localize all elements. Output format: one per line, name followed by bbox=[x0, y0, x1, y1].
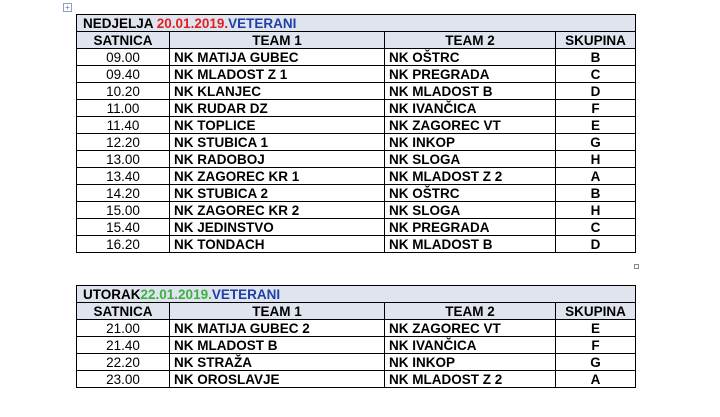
col-header-team1: TEAM 1 bbox=[170, 303, 385, 320]
table-title bbox=[77, 286, 636, 303]
team1-cell: NK OROSLAVJE bbox=[170, 371, 385, 388]
group-cell: D bbox=[556, 236, 636, 253]
team1-cell: NK RUDAR DZ bbox=[170, 100, 385, 117]
team2-cell: NK IVANČICA bbox=[385, 337, 556, 354]
team1-cell: NK RADOBOJ bbox=[170, 151, 385, 168]
time-cell: 11.40 bbox=[77, 117, 170, 134]
day-label: UTORAK bbox=[83, 286, 141, 302]
team1-cell: NK MLADOST B bbox=[170, 337, 385, 354]
group-cell: H bbox=[556, 151, 636, 168]
group-cell: F bbox=[556, 100, 636, 117]
team1-cell: NK JEDINSTVO bbox=[170, 219, 385, 236]
col-header-satnica: SATNICA bbox=[77, 303, 170, 320]
time-cell: 13.40 bbox=[77, 168, 170, 185]
team2-cell: NK SLOGA bbox=[385, 202, 556, 219]
time-cell: 09.40 bbox=[77, 66, 170, 83]
table-row bbox=[77, 100, 636, 117]
table-row bbox=[77, 371, 636, 388]
team1-cell: NK KLANJEC bbox=[170, 83, 385, 100]
team2-cell: NK IVANČICA bbox=[385, 100, 556, 117]
day-label: NEDJELJA bbox=[83, 15, 157, 31]
table-row bbox=[77, 66, 636, 83]
schedule-table-sunday bbox=[76, 14, 636, 253]
time-cell: 10.20 bbox=[77, 83, 170, 100]
time-cell: 15.40 bbox=[77, 219, 170, 236]
team2-cell: NK OŠTRC bbox=[385, 185, 556, 202]
team1-cell: NK MATIJA GUBEC 2 bbox=[170, 320, 385, 337]
group-cell: B bbox=[556, 49, 636, 66]
table-row bbox=[77, 134, 636, 151]
team1-cell: NK TOPLICE bbox=[170, 117, 385, 134]
time-cell: 15.00 bbox=[77, 202, 170, 219]
date-label: 20.01.2019. bbox=[156, 15, 229, 31]
group-cell: A bbox=[556, 371, 636, 388]
time-cell: 22.20 bbox=[77, 354, 170, 371]
team2-cell: NK ZAGOREC VT bbox=[385, 117, 556, 134]
team2-cell: NK SLOGA bbox=[385, 151, 556, 168]
team2-cell: NK PREGRADA bbox=[385, 66, 556, 83]
team1-cell: NK ZAGOREC KR 1 bbox=[170, 168, 385, 185]
time-cell: 13.00 bbox=[77, 151, 170, 168]
table-row bbox=[77, 337, 636, 354]
team2-cell: NK ZAGOREC VT bbox=[385, 320, 556, 337]
team1-cell: NK MLADOST Z 1 bbox=[170, 66, 385, 83]
team1-cell: NK STUBICA 2 bbox=[170, 185, 385, 202]
table-row bbox=[77, 168, 636, 185]
time-cell: 23.00 bbox=[77, 371, 170, 388]
table-row bbox=[77, 49, 636, 66]
time-cell: 16.20 bbox=[77, 236, 170, 253]
team1-cell: NK ZAGOREC KR 2 bbox=[170, 202, 385, 219]
group-cell: A bbox=[556, 168, 636, 185]
team2-cell: NK MLADOST Z 2 bbox=[385, 371, 556, 388]
schedule-table-tuesday bbox=[76, 285, 636, 388]
team2-cell: NK INKOP bbox=[385, 354, 556, 371]
team1-cell: NK MATIJA GUBEC bbox=[170, 49, 385, 66]
group-cell: D bbox=[556, 83, 636, 100]
col-header-team2: TEAM 2 bbox=[385, 32, 556, 49]
col-header-skupina: SKUPINA bbox=[556, 32, 636, 49]
team2-cell: NK MLADOST Z 2 bbox=[385, 168, 556, 185]
group-cell: B bbox=[556, 185, 636, 202]
category-label: VETERANI bbox=[211, 286, 281, 302]
col-header-skupina: SKUPINA bbox=[556, 303, 636, 320]
table-move-handle-icon[interactable]: + bbox=[63, 3, 72, 12]
table-row bbox=[77, 354, 636, 371]
group-cell: F bbox=[556, 337, 636, 354]
group-cell: G bbox=[556, 354, 636, 371]
table-row bbox=[77, 185, 636, 202]
team2-cell: NK MLADOST B bbox=[385, 236, 556, 253]
header-row bbox=[77, 32, 636, 49]
team1-cell: NK TONDACH bbox=[170, 236, 385, 253]
group-cell: C bbox=[556, 66, 636, 83]
time-cell: 21.00 bbox=[77, 320, 170, 337]
group-cell: E bbox=[556, 320, 636, 337]
time-cell: 21.40 bbox=[77, 337, 170, 354]
group-cell: H bbox=[556, 202, 636, 219]
time-cell: 12.20 bbox=[77, 134, 170, 151]
time-cell: 11.00 bbox=[77, 100, 170, 117]
time-cell: 09.00 bbox=[77, 49, 170, 66]
group-cell: C bbox=[556, 219, 636, 236]
table-row bbox=[77, 83, 636, 100]
team1-cell: NK STUBICA 1 bbox=[170, 134, 385, 151]
header-row bbox=[77, 303, 636, 320]
team2-cell: NK MLADOST B bbox=[385, 83, 556, 100]
team1-cell: NK STRAŽA bbox=[170, 354, 385, 371]
table-row bbox=[77, 236, 636, 253]
col-header-satnica: SATNICA bbox=[77, 32, 170, 49]
table-row bbox=[77, 219, 636, 236]
table-resize-handle-icon[interactable] bbox=[634, 264, 639, 269]
table-row bbox=[77, 202, 636, 219]
date-label: 22.01.2019. bbox=[140, 286, 212, 302]
time-cell: 14.20 bbox=[77, 185, 170, 202]
team2-cell: NK PREGRADA bbox=[385, 219, 556, 236]
group-cell: E bbox=[556, 117, 636, 134]
group-cell: G bbox=[556, 134, 636, 151]
team2-cell: NK OŠTRC bbox=[385, 49, 556, 66]
col-header-team2: TEAM 2 bbox=[385, 303, 556, 320]
team2-cell: NK INKOP bbox=[385, 134, 556, 151]
table-row bbox=[77, 151, 636, 168]
table-row bbox=[77, 117, 636, 134]
table-title bbox=[77, 15, 636, 32]
col-header-team1: TEAM 1 bbox=[170, 32, 385, 49]
table-row bbox=[77, 320, 636, 337]
category-label: VETERANI bbox=[228, 15, 297, 31]
